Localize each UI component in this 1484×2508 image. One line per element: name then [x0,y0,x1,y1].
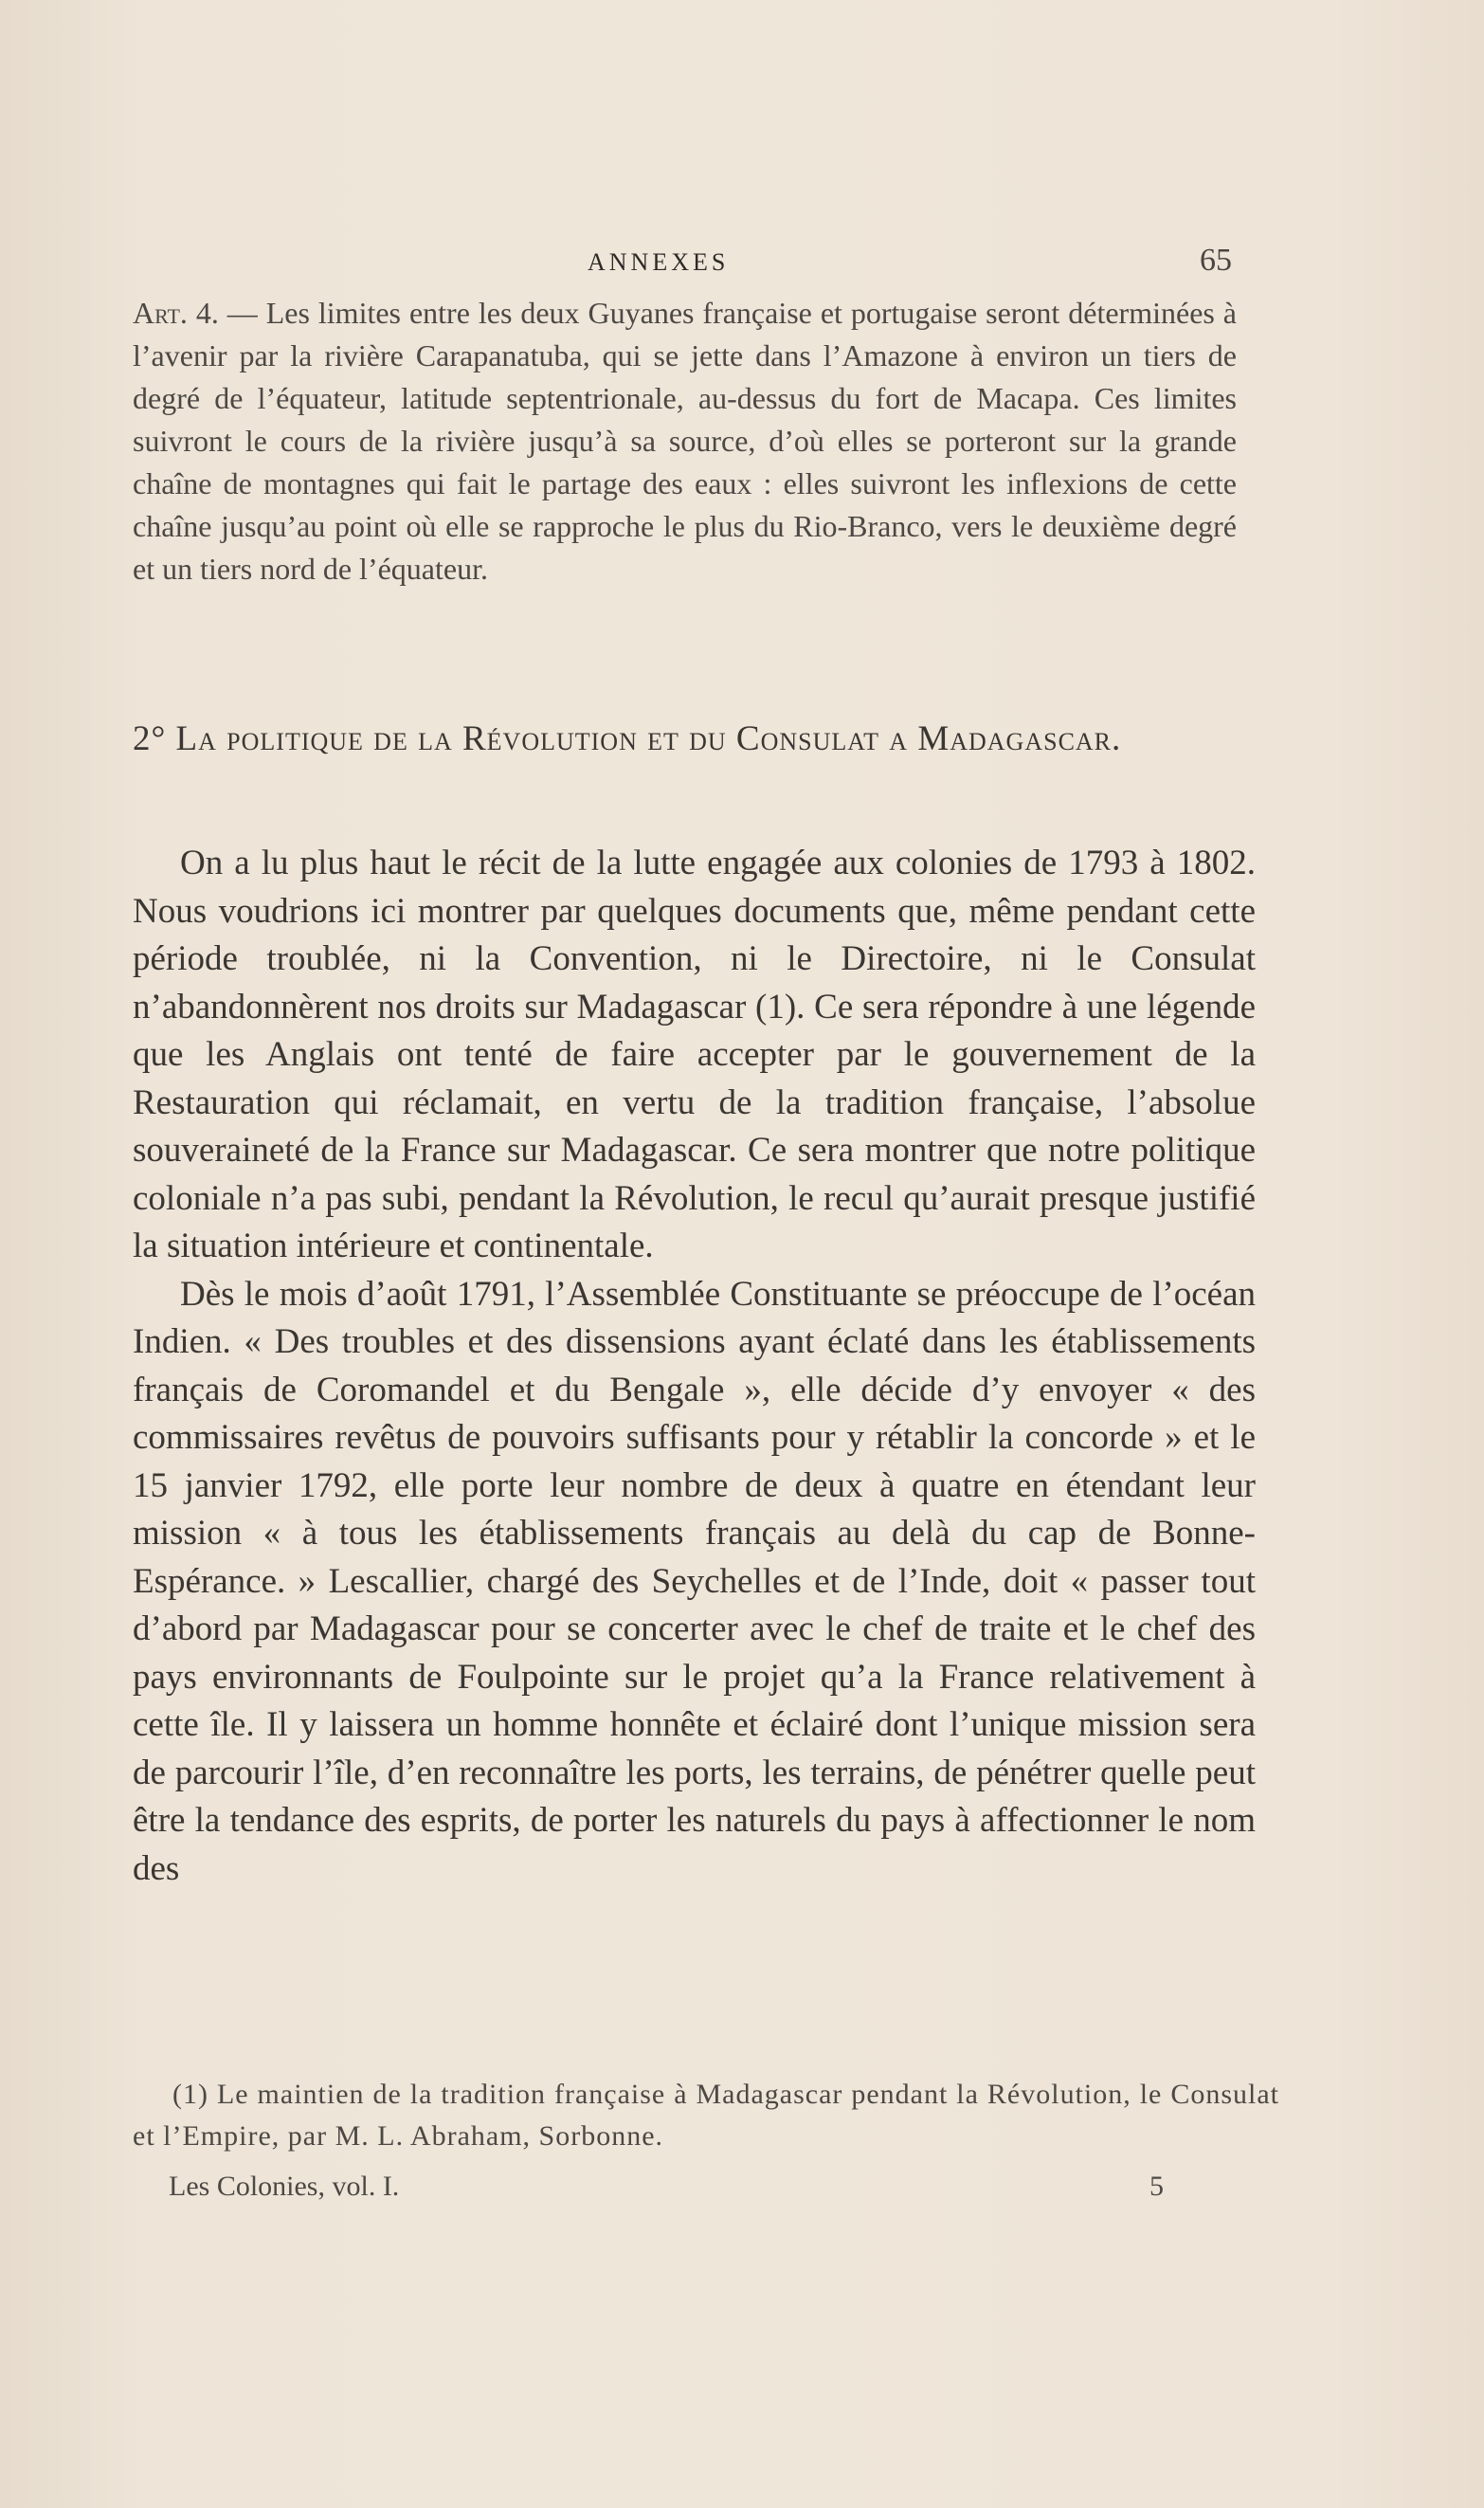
page-number: 65 [1200,243,1232,278]
signature-number: 5 [1149,2171,1164,2202]
signature-line [169,2171,1164,2212]
article-paragraph [133,292,1237,591]
running-head [133,243,1232,286]
section-heading: 2° La politique de la Révolution et du Consulat a Madagascar. [133,719,1122,758]
signature-title: Les Colonies, vol. I. [169,2171,400,2202]
body-paragraph-1: On a lu plus haut le récit de la lutte engagée aux colonies de 1793 à 1802. Nous voudrions ici montrer par quelques documents que, même pendant cette période troublée, ni la Convention, ni le Directoire, ni le Consulat n’abandonnèrent nos droits sur Madagascar (1). Ce sera répondre à une légende que les Anglais ont tenté de faire accepter par le gouvernement de la Restauration qui réclamait, en vertu de la tradition française, l’absolue souveraineté de la France sur Madagascar. Ce sera montrer que notre politique coloniale n’a pas subi, pendant la Révolution, le recul qu’aurait presque justifié la situation intérieure et continentale. [133,844,1256,1265]
body-paragraph-2: Dès le mois d’août 1791, l’Assemblée Constituante se préoccupe de l’océan Indien. « Des troubles et des dissensions ayant éclaté dans les établissements français de Coromandel et du Bengale », elle décide d’y envoyer « des commissaires revêtus de pouvoirs suffisants pour y rétablir la concorde » et le 15 janvier 1792, elle porte leur nombre de deux à quatre en étendant leur mission « à tous les établissements français au delà du cap de Bonne-Espérance. » Lescallier, chargé des Seychelles et de l’Inde, doit « passer tout d’abord par Madagascar pour se concerter avec le chef de traite et le chef des pays environnants de Foulpointe sur le projet qu’a la France relativement à cette île. Il y laissera un homme honnête et éclairé dont l’unique mission sera de parcourir l’île, d’en reconnaître les ports, les terrains, de pénétrer quelle peut être la tendance des esprits, de porter les naturels du pays à affectionner le nom des [133,1274,1256,1888]
article-label: Art. 4. [133,296,219,330]
body-text [133,840,1256,1893]
running-title: ANNEXES [588,248,730,276]
footnote: (1) Le maintien de la tradition française à Madagascar pendant la Révolution, le Consulat et l’Empire, par M. L. Abraham, Sorbonne. [133,2079,1279,2152]
article-text: — Les limites entre les deux Guyanes française et portugaise seront déterminées à l’avenir par la rivière Carapanatuba, qui se jette dans l’Amazone à environ un tiers de degré de l’équateur, latitude septentrionale, au-dessus du fort de Macapa. Ces limites suivront le cours de la rivière jusqu’à sa source, d’où elles se porteront sur la grande chaîne de montagnes qui fait le partage des eaux : elles suivront les inflexions de cette chaîne jusqu’au point où elle se rapproche le plus du Rio-Branco, vers le deuxième degré et un tiers nord de l’équateur. [133,296,1238,586]
